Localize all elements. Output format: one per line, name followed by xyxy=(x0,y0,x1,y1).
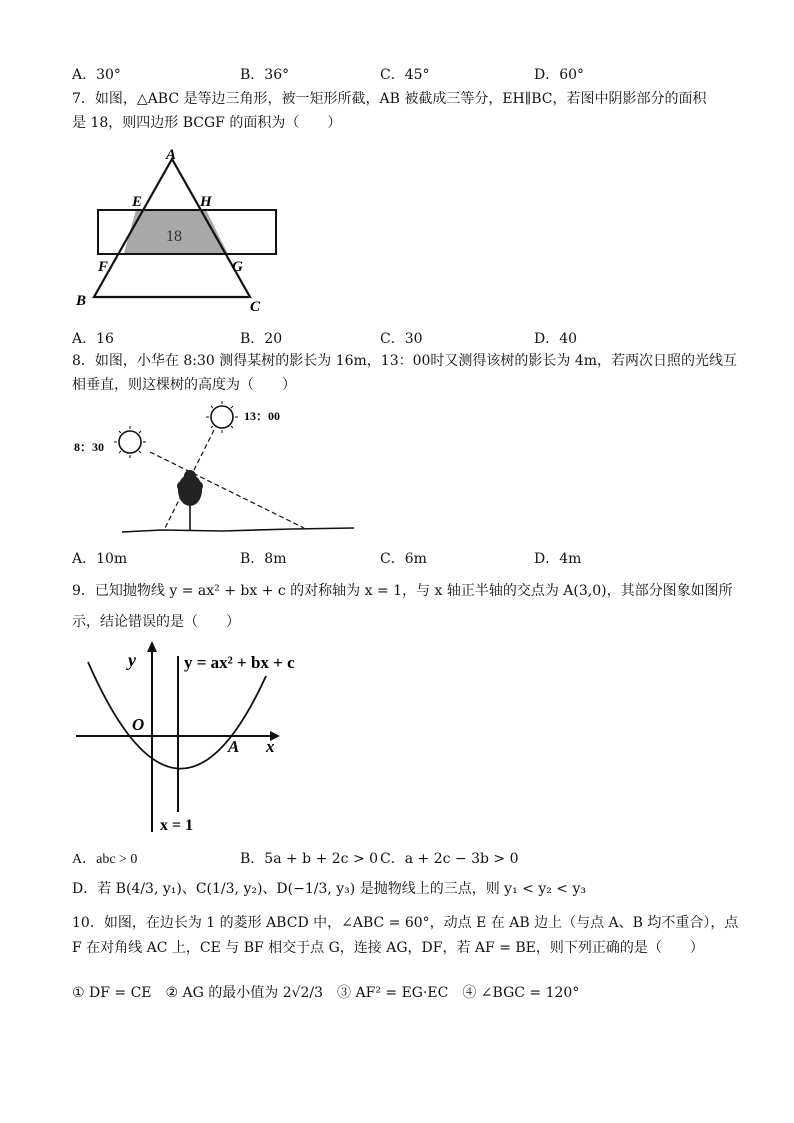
q7-option-b: B．20 xyxy=(240,331,283,347)
q7-label-g: G xyxy=(232,259,243,275)
q9-label-x: x xyxy=(266,737,275,756)
q9-option-d: D．若 B(4/3, y₁)、C(1/3, y₂)、D(−1/3, y₃) 是抛物线上的三点，则 y₁ < y₂ < y₃ xyxy=(72,881,586,897)
q7-label-c: C xyxy=(250,299,261,315)
q8-option-c: C．6m xyxy=(380,551,427,567)
q8-ray-0830 xyxy=(150,452,304,528)
q7-label-f: F xyxy=(98,259,109,275)
q7-text-line2: 是 18，则四边形 BCGF 的面积为（ ） xyxy=(72,115,342,131)
q8-label-time-0830: 8：30 xyxy=(74,440,105,454)
q8-text-line1: 8．如图，小华在 8:30 测得某树的影长为 16m，13：00时又测得该树的影长为 4m，若两次日照的光线互 xyxy=(72,353,738,369)
q7-option-a: A．16 xyxy=(72,331,114,347)
q8-tree-icon xyxy=(177,470,203,531)
q8-ground-line xyxy=(122,528,354,532)
q9-label-y: y xyxy=(128,650,136,670)
q9-label-origin: O xyxy=(132,715,145,734)
q10-text-line1: 10．如图，在边长为 1 的菱形 ABCD 中，∠ABC = 60°，动点 E 在 AB 边上（与点 A、B 均不重合），点 xyxy=(72,915,739,931)
q7-option-c: C．30 xyxy=(380,331,423,347)
q9-text-line1: 9．已知抛物线 y = ax² + bx + c 的对称轴为 x = 1，与 x 轴正半轴的交点为 A(3,0)，其部分图象如图所 xyxy=(72,583,733,599)
q6-option-a: A．30° xyxy=(72,67,121,83)
q9-label-a: A xyxy=(228,737,240,756)
q8-sun-1300-icon xyxy=(206,401,238,433)
q7-text-line1: 7．如图，△ABC 是等边三角形，被一矩形所截，AB 被截成三等分，EH∥BC，若图中阴影部分的面积 xyxy=(72,91,707,107)
q9-parabola-figure xyxy=(72,640,332,840)
q8-option-b: B．8m xyxy=(240,551,287,567)
q7-label-e: E xyxy=(132,194,143,210)
q7-option-d: D．40 xyxy=(534,331,578,347)
q8-text-line2: 相垂直，则这棵树的高度为（ ） xyxy=(72,377,296,393)
q8-option-a: A．10m xyxy=(72,551,128,567)
q7-triangle-figure xyxy=(72,145,292,315)
q10-text-line2: F 在对角线 AC 上，CE 与 BF 相交于点 G，连接 AG，DF，若 AF = BE，则下列正确的是（ ） xyxy=(72,940,704,956)
q8-sun-0830-icon xyxy=(114,426,146,458)
q8-tree-shadow-figure xyxy=(72,400,362,542)
q9-label-equation: y = ax² + bx + c xyxy=(184,653,295,672)
q9-y-axis-arrow-icon xyxy=(147,641,157,652)
q7-label-shade-area: 18 xyxy=(166,228,182,245)
q9-text-line2: 示，结论错误的是（ ） xyxy=(72,614,240,630)
q7-label-a: A xyxy=(166,147,177,163)
q7-label-h: H xyxy=(200,194,212,210)
q9-option-b: B．5a + b + 2c > 0 xyxy=(240,851,379,867)
q9-option-a: A．abc > 0 xyxy=(72,852,138,867)
q6-option-b: B．36° xyxy=(240,67,290,83)
q6-option-c: C．45° xyxy=(380,67,430,83)
q6-option-d: D．60° xyxy=(534,67,585,83)
q9-option-c: C．a + 2c − 3b > 0 xyxy=(380,851,519,867)
q8-option-d: D．4m xyxy=(534,551,582,567)
q7-label-b: B xyxy=(76,293,87,309)
q10-statements: ① DF = CE ② AG 的最小值为 2√2/3 ③ AF² = EG·EC ④ ∠BGC = 120° xyxy=(72,985,580,1001)
q8-label-time-1300: 13：00 xyxy=(244,409,281,423)
q9-label-symmetry-axis: x = 1 xyxy=(160,817,194,834)
